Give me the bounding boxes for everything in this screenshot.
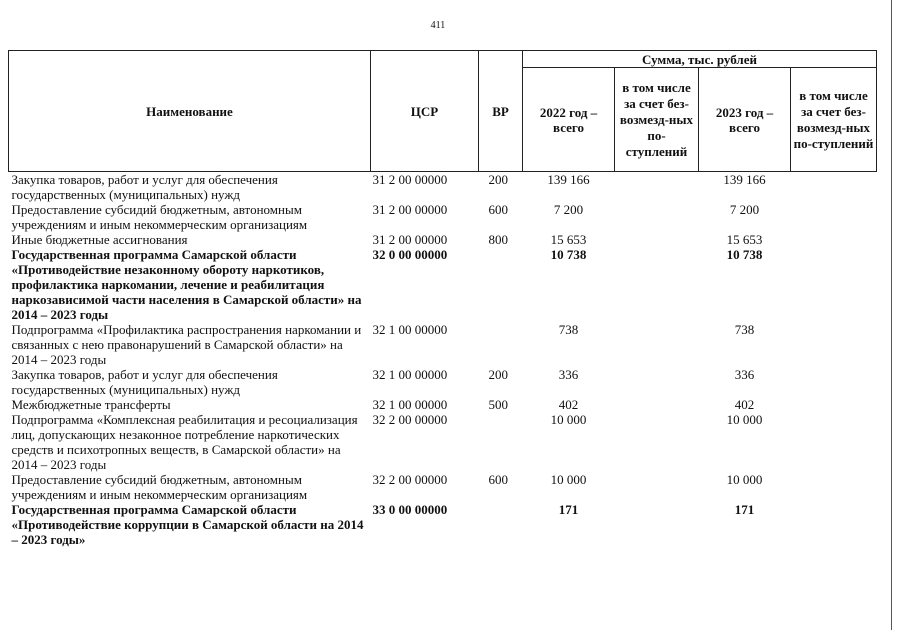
cell-total-2023: 10 000 [726,412,763,427]
cell-incl-2022 [615,502,699,547]
cell-total-2023: 336 [734,367,755,382]
cell-total-2022: 10 000 [550,472,587,487]
cell-csr: 32 1 00 00000 [372,397,448,412]
cell-incl-2023 [791,247,877,322]
table-row [9,397,877,412]
header-total-2023: 2023 год – всего [699,68,791,172]
cell-incl-2023 [791,172,877,203]
table-row [9,202,877,232]
cell-vr [479,502,523,547]
cell-name: Предоставление субсидий бюджетным, автономным учреждениям и иным некоммерческим организациям [11,472,308,502]
cell-csr: 32 2 00 00000 [372,472,448,487]
budget-table [8,50,877,547]
table-row [9,502,877,547]
cell-incl-2023 [791,502,877,547]
cell-incl-2022 [615,202,699,232]
header-name: Наименование [9,51,371,172]
cell-total-2022: 738 [558,322,579,337]
cell-incl-2023 [791,367,877,397]
page-edge-line [891,0,892,630]
cell-total-2022: 10 000 [550,412,587,427]
cell-incl-2022 [615,322,699,367]
cell-csr: 32 1 00 00000 [372,322,448,337]
cell-name: Закупка товаров, работ и услуг для обеспечения государственных (муниципальных) нужд [11,172,278,202]
cell-incl-2022 [615,232,699,247]
cell-total-2022: 402 [558,397,579,412]
cell-name: Иные бюджетные ассигнования [11,232,188,247]
cell-csr: 31 2 00 00000 [372,232,448,247]
cell-name: Подпрограмма «Комплексная реабилитация и ресоциализация лиц, допускающих незаконное потребление наркотических средств и психотропных веществ, в Самарской области» на 2014 – 2023 годы [11,412,358,472]
cell-csr: 32 1 00 00000 [372,367,448,382]
cell-vr [479,322,523,367]
cell-name: Подпрограмма «Профилактика распространения наркомании и связанных с нею правонарушений в Самарской области» на 2014 – 2023 годы [11,322,362,367]
cell-name: Государственная программа Самарской области «Противодействие коррупции в Самарской области на 2014 – 2023 годы» [11,502,364,547]
cell-vr: 200 [488,172,508,187]
cell-incl-2023 [791,412,877,472]
cell-incl-2022 [615,397,699,412]
cell-total-2023: 139 166 [723,172,766,187]
cell-vr [479,247,523,322]
cell-csr: 32 0 00 00000 [372,247,448,262]
cell-total-2023: 738 [734,322,755,337]
cell-total-2023: 171 [734,502,755,517]
cell-total-2022: 15 653 [550,232,587,247]
cell-name: Предоставление субсидий бюджетным, автономным учреждениям и иным некоммерческим организациям [11,202,308,232]
header-incl-2023: в том числе за счет без-возмезд-ных по-ступлений [791,68,877,172]
cell-total-2022: 139 166 [547,172,590,187]
header-csr: ЦСР [371,51,479,172]
cell-csr: 31 2 00 00000 [372,172,448,187]
header-incl-2022: в том числе за счет без-возмезд-ных по-ступлений [615,68,699,172]
cell-name: Межбюджетные трансферты [11,397,171,412]
cell-vr: 500 [488,397,508,412]
header-total-2022: 2022 год – всего [523,68,615,172]
cell-total-2023: 15 653 [726,232,763,247]
header-vr: ВР [479,51,523,172]
cell-total-2022: 336 [558,367,579,382]
cell-incl-2022 [615,367,699,397]
cell-csr: 33 0 00 00000 [372,502,448,517]
cell-incl-2023 [791,472,877,502]
cell-incl-2023 [791,397,877,412]
cell-vr: 200 [488,367,508,382]
cell-vr [479,412,523,472]
cell-incl-2022 [615,412,699,472]
cell-incl-2023 [791,232,877,247]
page-number: 411 [430,20,446,31]
cell-name: Государственная программа Самарской области «Противодействие незаконному обороту наркотиков, профилактика наркомании, лечение и реабилитация наркозависимой части населения в Самарской области» на 2014 – 2023 годы [11,247,362,322]
cell-incl-2022 [615,472,699,502]
cell-total-2022: 7 200 [553,202,584,217]
cell-incl-2023 [791,202,877,232]
cell-total-2022: 171 [558,502,579,517]
cell-name: Закупка товаров, работ и услуг для обеспечения государственных (муниципальных) нужд [11,367,278,397]
cell-incl-2022 [615,247,699,322]
cell-vr: 600 [488,202,508,217]
cell-total-2023: 10 000 [726,472,763,487]
cell-csr: 31 2 00 00000 [372,202,448,217]
cell-incl-2022 [615,172,699,203]
header-sum-group: Сумма, тыс. рублей [523,51,877,68]
cell-csr: 32 2 00 00000 [372,412,448,427]
table-row [9,412,877,472]
cell-incl-2023 [791,322,877,367]
cell-total-2023: 7 200 [729,202,760,217]
table-row [9,247,877,322]
table-row [9,322,877,367]
table-row [9,172,877,203]
table-row [9,367,877,397]
table-row [9,472,877,502]
cell-total-2023: 402 [734,397,755,412]
table-row [9,232,877,247]
table-body [9,172,877,548]
cell-vr: 800 [488,232,508,247]
cell-total-2023: 10 738 [726,247,763,262]
cell-vr: 600 [488,472,508,487]
cell-total-2022: 10 738 [550,247,587,262]
